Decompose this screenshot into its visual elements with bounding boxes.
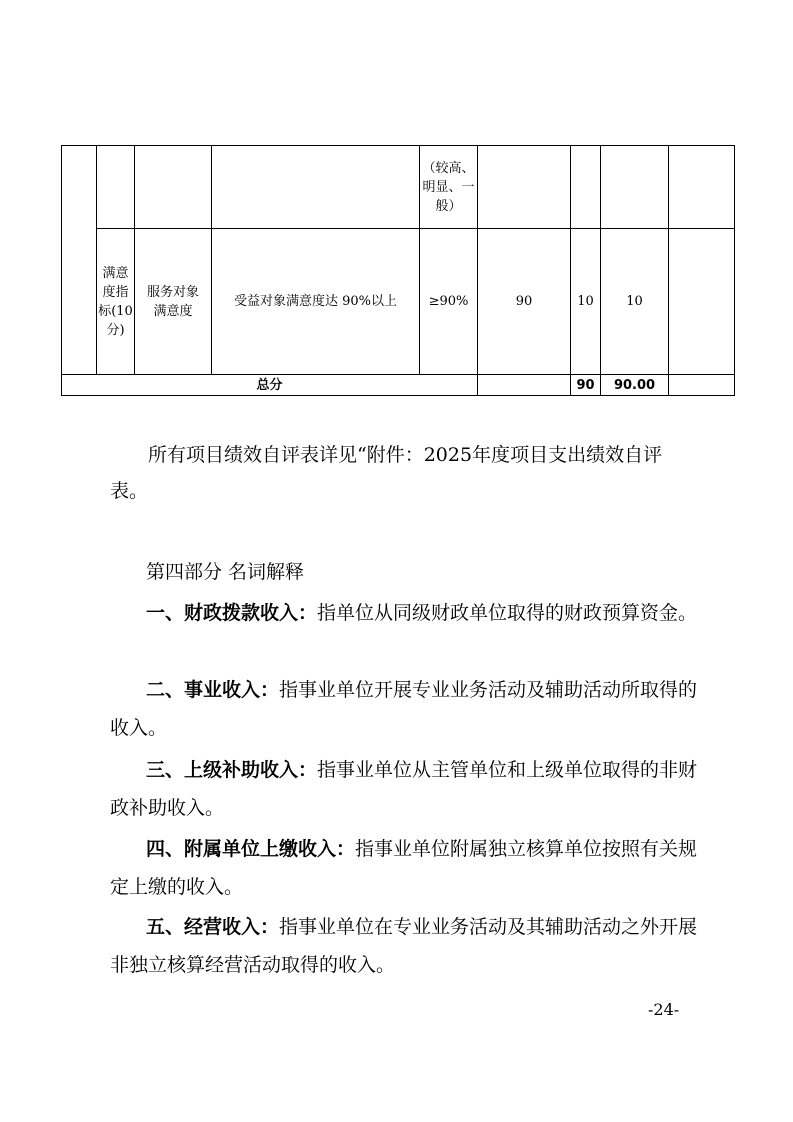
definition-term: 四、附属单位上缴收入： [146,838,356,860]
definition-term: 三、上级补助收入： [146,759,318,781]
definition-continuation: 收入。 [110,717,168,739]
definition-line [146,600,697,626]
definition-text: 指事业单位在专业业务活动及其辅助活动之外开展 [279,916,698,938]
table-cell [669,375,735,396]
note-paragraph: 所有项目绩效自评表详见“附件：2025年度项目支出绩效自评表。 [110,444,663,502]
table-row [62,229,735,375]
definition-line [146,757,697,783]
total-weight: 90 [571,375,601,396]
table-cell [601,146,669,229]
target-cell: ≥90% [420,229,478,375]
table-cell [478,146,571,229]
subcategory-cell: 服务对象满意度 [135,229,212,375]
definition-text: 指事业单位从主管单位和上级单位取得的非财 [317,759,698,781]
table-cell-level1 [62,146,97,375]
definition-term: 一、财政拨款收入： [146,602,318,624]
page-number: -24- [648,1000,680,1019]
indicator-cell: 受益对象满意度达 90%以上 [212,229,420,375]
rating-text-cell: （较高、明显、一般） [420,146,478,229]
definition-term: 二、事业收入： [146,679,280,701]
total-row [62,375,735,396]
definition-text: 指事业单位附属独立核算单位按照有关规 [355,838,698,860]
definition-line [146,914,697,940]
score-cell: 10 [601,229,669,375]
definition-continuation: 政补助收入。 [110,797,225,819]
definition-text: 指单位从同级财政单位取得的财政预算资金。 [317,602,698,624]
table-cell [669,229,735,375]
definition-line [146,677,697,703]
performance-table [61,145,735,396]
total-score: 90.00 [601,375,669,396]
weight-cell: 10 [571,229,601,375]
table-row [62,146,735,229]
table-cell [135,146,212,229]
total-label: 总分 [62,375,478,396]
definition-line [146,836,697,862]
category-cell: 满意度指标(10分) [97,229,135,375]
definition-text: 指事业单位开展专业业务活动及辅助活动所取得的 [279,679,698,701]
definition-continuation: 定上缴的收入。 [110,876,244,898]
table-cell [478,375,571,396]
actual-cell: 90 [478,229,571,375]
table-cell [212,146,420,229]
definition-term: 五、经营收入： [146,916,280,938]
table-cell [97,146,135,229]
definition-continuation: 非独立核算经营活动取得的收入。 [110,954,396,976]
table-cell [669,146,735,229]
section-title: 第四部分 名词解释 [146,561,305,583]
table-cell [571,146,601,229]
